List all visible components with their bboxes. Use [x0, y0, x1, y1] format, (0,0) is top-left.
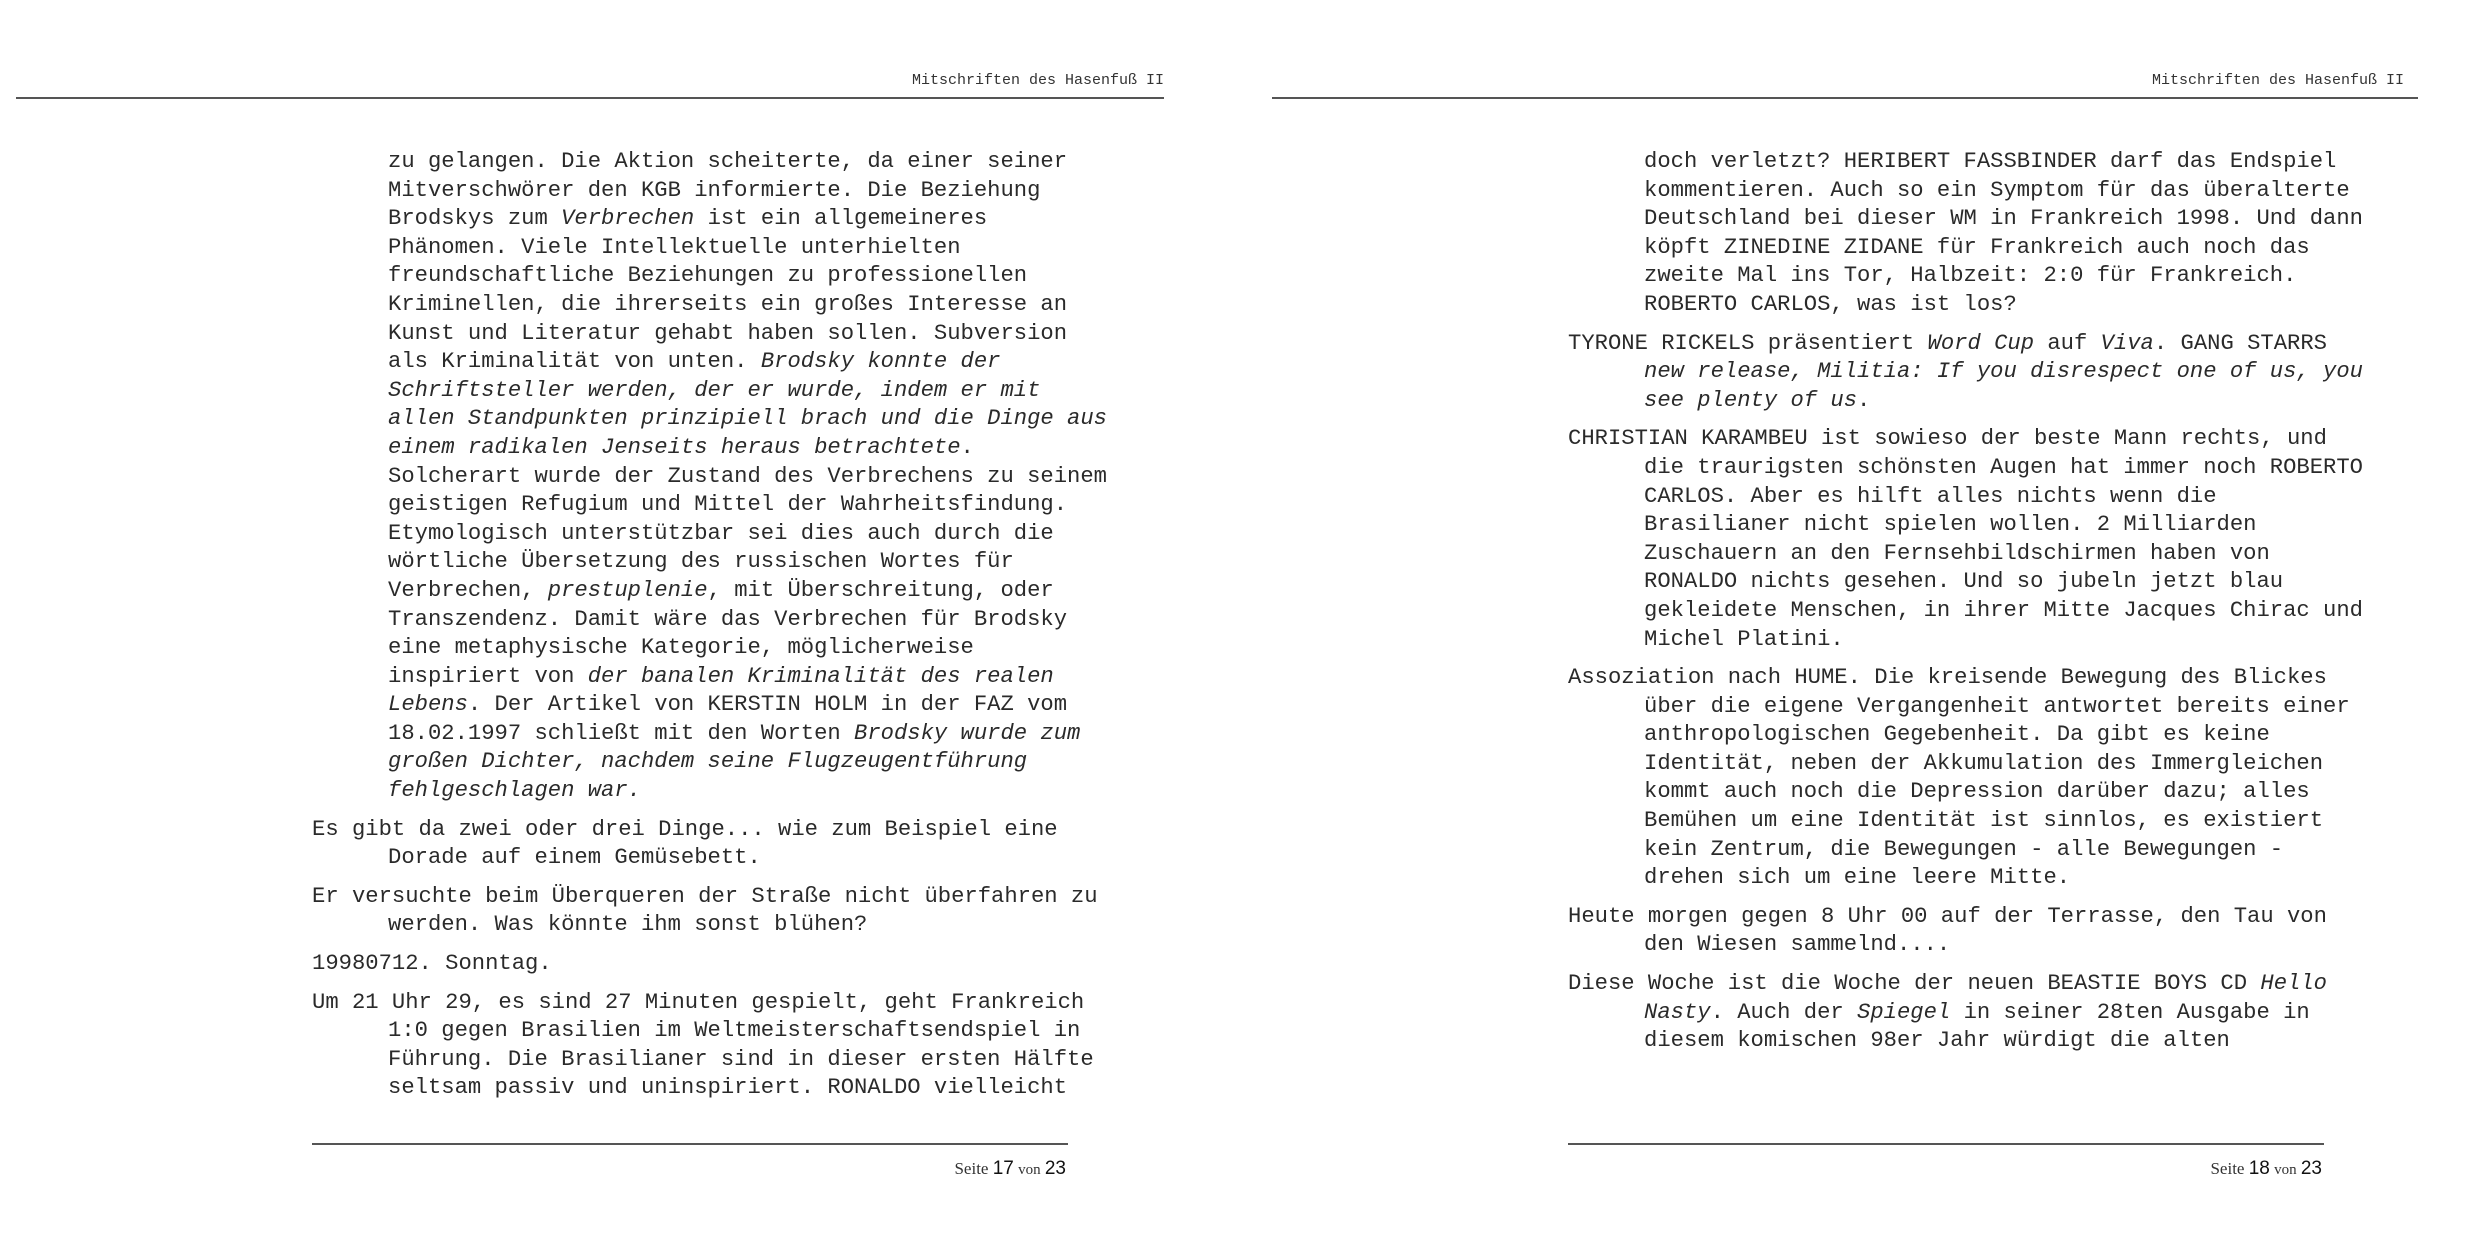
text-paragraph: [312, 989, 1112, 1103]
text-run: zu gelangen. Die Aktion scheiterte, da einer seiner Mitverschwörer den KGB informierte. Die Beziehung Brodskys zum: [388, 149, 1068, 232]
text-paragraph: [312, 883, 1112, 940]
italic-text: Verbrechen: [561, 206, 695, 232]
italic-text: Hello Nasty: [1644, 971, 2327, 1025]
text-run: Um 21 Uhr 29, es sind 27 Minuten gespielt, geht Frankreich 1:0 gegen Brasilien im Weltmeisterschaftsendspiel in Führung. Die Brasilianer sind in dieser ersten Hälfte seltsam passiv und uninspiriert. RONALDO vielleicht: [312, 989, 1094, 1101]
text-run: Er versuchte beim Überqueren der Straße nicht überfahren zu werden. Was könnte ihm sonst blühen?: [312, 883, 1098, 938]
text-paragraph: [1568, 425, 2368, 654]
text-run: CHRISTIAN KARAMBEU ist sowieso der beste Mann rechts, und die traurigsten schönsten Augen hat immer noch ROBERTO CARLOS. Aber es hilft alles nichts wenn die Brasilianer nicht spielen wollen. 2 Milliarden Zuschauern an den Fernsehbildschirmen haben von RONALDO nichts gesehen. Und so jubeln jetzt blau gekleidete Menschen, in ihrer Mitte Jacques Chirac und Michel Platini.: [1568, 426, 2363, 652]
footer-rule: [1568, 1143, 2324, 1145]
page-text: [1568, 148, 2368, 1066]
text-run: Heute morgen gegen 8 Uhr 00 auf der Terrasse, den Tau von den Wiesen sammelnd....: [1568, 903, 2327, 958]
text-run: doch verletzt? HERIBERT FASSBINDER darf das Endspiel kommentieren. Auch so ein Symptom für das überalterte Deutschland bei dieser WM in Frankreich 1998. Und dann köpft ZINEDINE ZIDANE für Frankreich auch noch das zweite Mal ins Tor, Halbzeit: 2:0 für Frankreich. ROBERTO CARLOS, was ist los?: [1644, 149, 2363, 317]
text-run: .: [1857, 387, 1871, 413]
of-label: von: [2274, 1162, 2297, 1178]
text-run: . Der Artikel von KERSTIN HOLM in der FAZ vom 18.02.1997 schließt mit den Worten: [388, 692, 1068, 746]
italic-text: prestuplenie: [547, 577, 708, 603]
page-label: Seite: [954, 1159, 989, 1178]
text-run: Diese Woche ist die Woche der neuen BEASTIE BOYS CD: [1568, 971, 2261, 997]
running-head: Mitschriften des Hasenfuß II: [911, 72, 1164, 89]
text-run: . Solcherart wurde der Zustand des Verbrechens zu seinem geistigen Refugium und Mittel der Wahrheitsfindung. Etymologisch unterstützbar sei dies auch durch die wörtliche Übersetzung des russischen Wortes für Verbrechen,: [388, 434, 1107, 603]
text-paragraph: [1568, 664, 2368, 893]
text-run: auf: [2034, 330, 2101, 356]
page-label: Seite: [2210, 1159, 2245, 1178]
italic-text: Spiegel: [1857, 999, 1951, 1025]
text-paragraph: [312, 148, 1112, 806]
page-number: 17: [992, 1158, 1014, 1179]
text-paragraph: [1568, 903, 2368, 960]
page-text: [312, 148, 1112, 1113]
text-run: Assoziation nach HUME. Die kreisende Bewegung des Blickes über die eigene Vergangenheit antwortet bereits einer anthropologischen Gegebenheit. Da gibt es keine Identität, neben der Akkumulation des Immergleichen kommt auch noch die Depression darüber dazu; alles Bemühen um eine Identität ist sinnlos, es existiert kein Zentrum, die Bewegungen - alle Bewegungen - drehen sich um eine leere Mitte.: [1568, 665, 2350, 891]
text-paragraph: [1568, 330, 2368, 416]
text-run: 19980712. Sonntag.: [312, 951, 552, 977]
text-run: . Auch der: [1710, 999, 1858, 1025]
page-number: 18: [2248, 1158, 2270, 1179]
text-paragraph: [1568, 970, 2368, 1056]
footer-rule: [312, 1143, 1068, 1145]
text-run: , mit Überschreitung, oder Transzendenz. Damit wäre das Verbrechen für Brodsky eine metaphysische Kategorie, möglicherweise inspiriert von: [388, 577, 1068, 689]
page-footer: [2210, 1158, 2322, 1180]
text-paragraph: [312, 816, 1112, 873]
italic-text: Brodsky konnte der Schriftsteller werden, der er wurde, indem er mit allen Standpunkten prinzipiell brach und die Dinge aus einem radikalen Jenseits heraus betrachtete: [388, 349, 1107, 460]
header-rule: [1272, 97, 2418, 99]
text-run: Es gibt da zwei oder drei Dinge... wie zum Beispiel eine Dorade auf einem Gemüsebett.: [312, 816, 1058, 871]
italic-text: Viva: [2100, 330, 2154, 356]
italic-text: Word Cup: [1927, 330, 2035, 356]
text-run: ist ein allgemeineres Phänomen. Viele Intellektuelle unterhielten freundschaftliche Beziehungen zu professionellen Kriminellen, die ihrerseits ein großes Interesse an Kunst und Literatur gehabt haben sollen. Subversion als Kriminalität von unten.: [388, 206, 1068, 375]
italic-text: new release, Militia: If you disrespect one of us, you see plenty of us: [1644, 359, 2363, 413]
italic-text: der banalen Kriminalität des realen Lebens: [388, 663, 1054, 718]
text-run: . GANG STARRS: [2153, 330, 2327, 356]
text-paragraph: [1568, 148, 2368, 320]
of-label: von: [1018, 1162, 1041, 1178]
right-page: [1240, 0, 2480, 1240]
header-rule: [16, 97, 1164, 99]
page-total: 23: [2300, 1158, 2322, 1179]
text-run: TYRONE RICKELS präsentiert: [1568, 330, 1928, 356]
running-head: Mitschriften des Hasenfuß II: [2151, 72, 2404, 89]
text-paragraph: [312, 950, 1112, 979]
italic-text: Brodsky wurde zum großen Dichter, nachdem seine Flugzeugentführung fehlgeschlagen war.: [388, 720, 1081, 804]
text-run: in seiner 28ten Ausgabe in diesem komischen 98er Jahr würdigt die alten: [1644, 999, 2310, 1054]
page-total: 23: [1044, 1158, 1066, 1179]
page-footer: [954, 1158, 1066, 1180]
